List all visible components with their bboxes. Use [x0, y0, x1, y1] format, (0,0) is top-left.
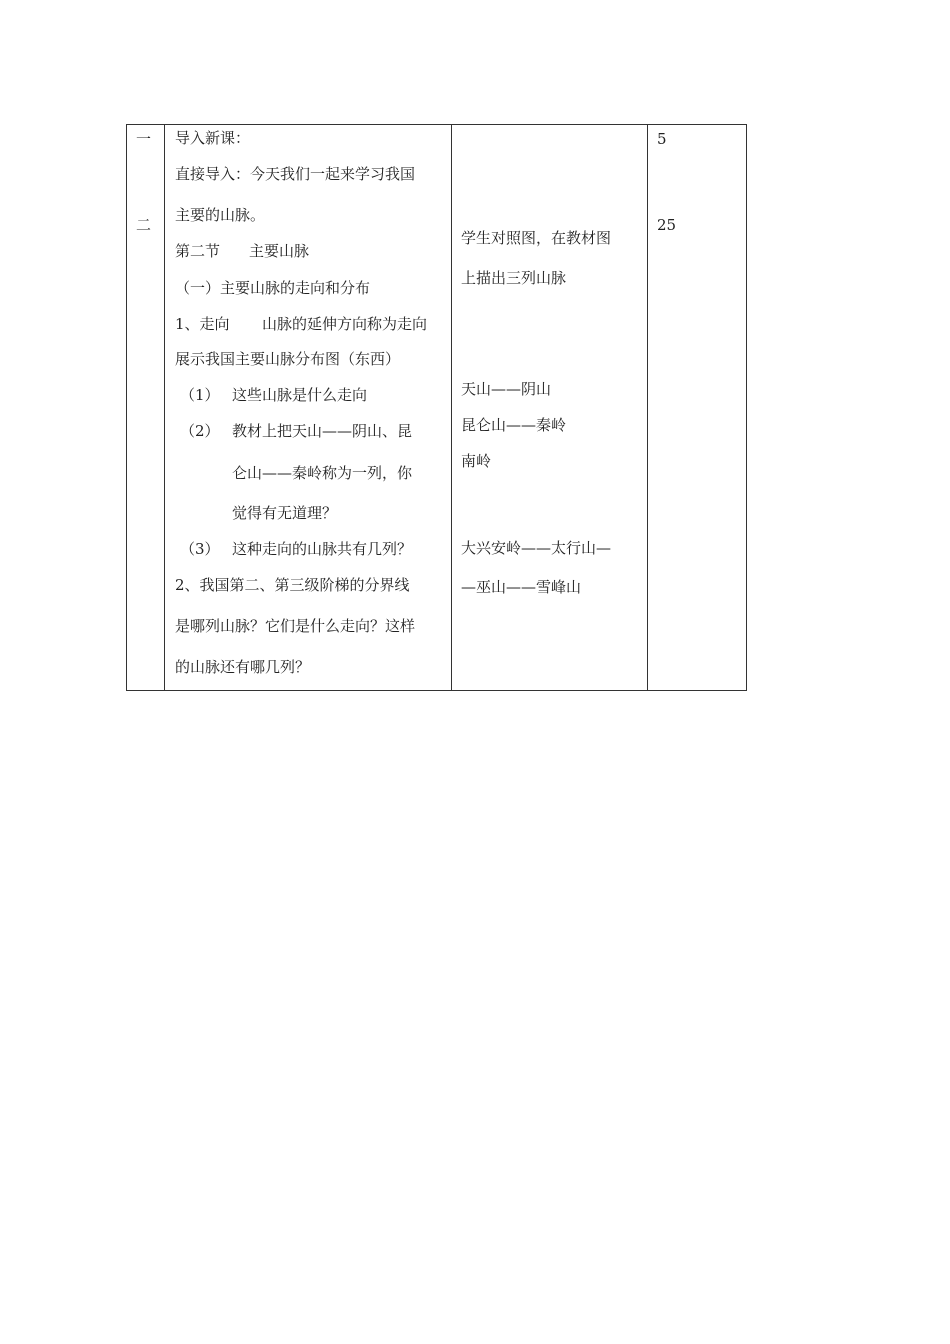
intro-text: 直接导入：今天我们一起来学习我国 [175, 165, 416, 183]
question-text: 这种走向的山脉共有几列？ [232, 540, 413, 558]
question-text: 仑山——秦岭称为一列，你 [232, 464, 413, 482]
time-value: 5 [657, 130, 667, 148]
point-text: 2、我国第二、第三级阶梯的分界线 [175, 576, 410, 594]
teacher-activity-column [165, 125, 451, 690]
step-two-label: 二 [136, 216, 152, 234]
point-text: 是哪列山脉？它们是什么走向？这样 [175, 617, 416, 635]
section-title: 主要山脉 [249, 242, 310, 260]
student-activity-text: 上描出三列山脉 [461, 269, 567, 287]
question-text: 觉得有无道理？ [232, 504, 338, 522]
question-number: （1） [180, 386, 220, 404]
question-number: （2） [180, 422, 220, 440]
answer-text: 天山——阴山 [461, 380, 552, 398]
question-number: （3） [180, 540, 220, 558]
subsection-heading: （一）主要山脉的走向和分布 [175, 279, 371, 297]
answer-text: —巫山——雪峰山 [461, 578, 582, 596]
lesson-plan-table [126, 124, 747, 691]
answer-text: 昆仑山——秦岭 [461, 416, 567, 434]
step-one-label: 一 [136, 130, 152, 148]
time-value: 25 [657, 216, 677, 234]
step-column [127, 125, 164, 690]
section-number: 第二节 [175, 242, 221, 260]
answer-text: 南岭 [461, 452, 492, 470]
intro-heading: 导入新课： [175, 129, 251, 147]
show-map-text: 展示我国主要山脉分布图（东西） [175, 350, 401, 368]
point-definition: 山脉的延伸方向称为走向 [262, 315, 428, 333]
answer-text: 大兴安岭——太行山— [461, 539, 612, 557]
intro-text: 主要的山脉。 [175, 206, 266, 224]
point-label: 1、走向 [175, 315, 230, 333]
time-column [648, 125, 747, 690]
question-text: 这些山脉是什么走向 [232, 386, 368, 404]
student-activity-text: 学生对照图，在教材图 [461, 229, 612, 247]
student-activity-column [452, 125, 647, 690]
point-text: 的山脉还有哪几列？ [175, 658, 311, 676]
question-text: 教材上把天山——阴山、昆 [232, 422, 413, 440]
